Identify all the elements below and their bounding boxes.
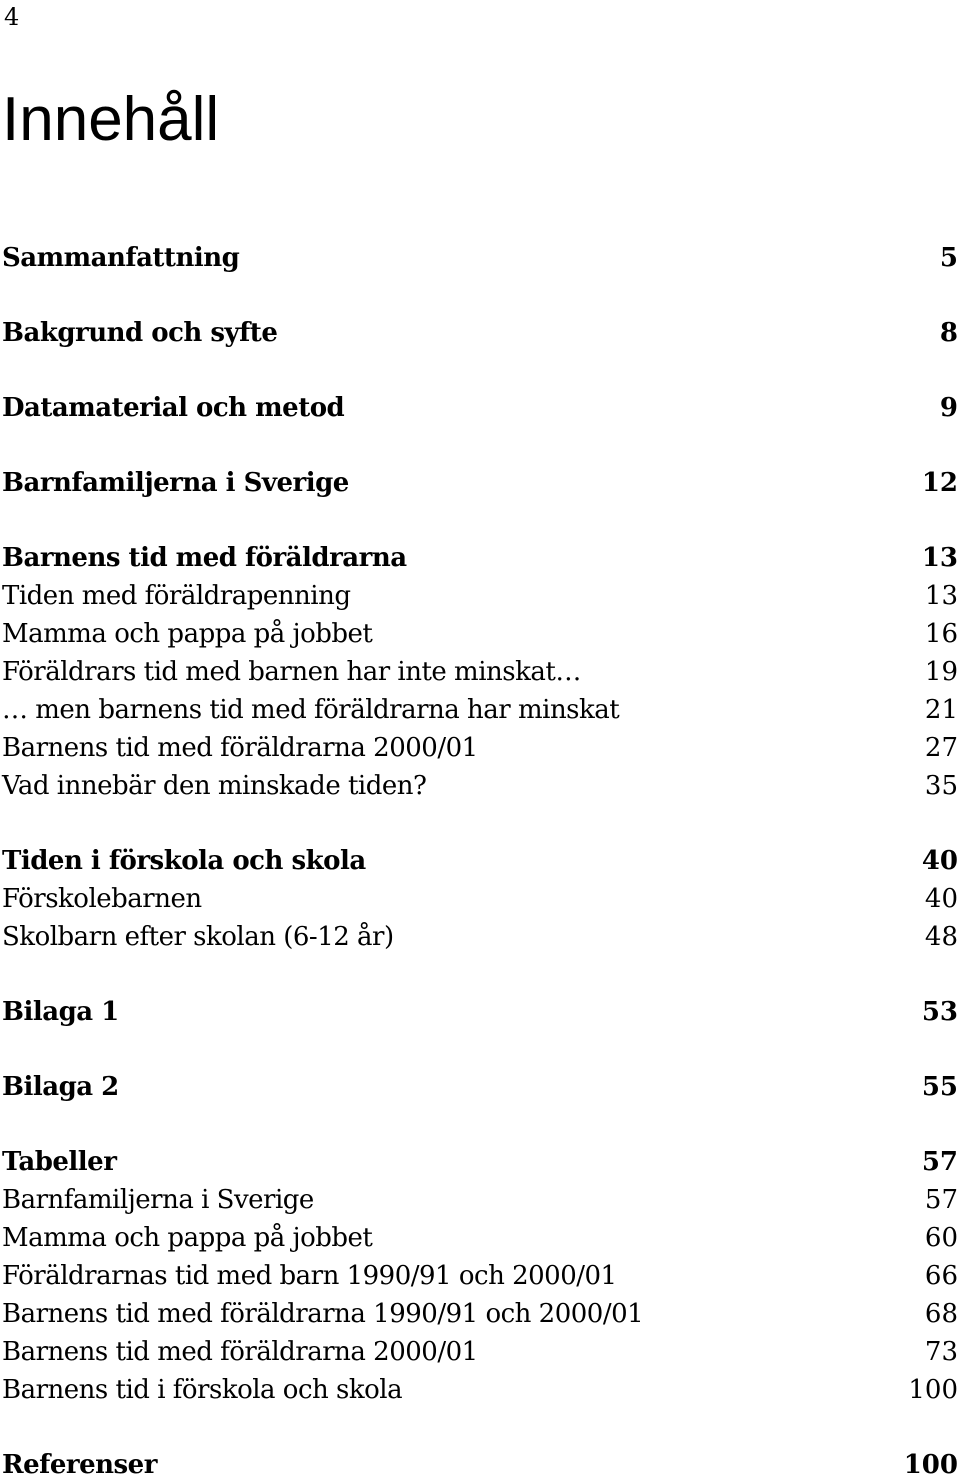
toc-entry-label: Förskolebarnen (2, 884, 202, 914)
toc-entry-label: Barnfamiljerna i Sverige (2, 468, 349, 498)
toc-entry-page-number: 57 (921, 1147, 958, 1177)
toc-entry-label: Datamaterial och metod (2, 393, 345, 423)
toc-entry-label: Barnens tid med föräldrarna 1990/91 och 2000/01 (2, 1299, 644, 1329)
toc-entry[interactable] (2, 918, 958, 956)
toc-entry-page-number: 27 (924, 733, 958, 763)
toc-entry[interactable] (2, 539, 958, 577)
page-title: Innehåll (2, 85, 220, 154)
page-number: 4 (4, 3, 20, 31)
toc-entry[interactable] (2, 653, 958, 691)
toc-entry[interactable] (2, 1446, 958, 1484)
toc-entry-page-number: 13 (921, 543, 958, 573)
toc-entry[interactable] (2, 239, 958, 277)
toc-entry[interactable] (2, 314, 958, 352)
toc-entry-page-number: 8 (939, 318, 958, 348)
toc-entry[interactable] (2, 729, 958, 767)
toc-entry[interactable] (2, 577, 958, 615)
toc-entry[interactable] (2, 993, 958, 1031)
toc-entry-page-number: 57 (924, 1185, 958, 1215)
toc-entry[interactable] (2, 1219, 958, 1257)
toc-entry-label: Sammanfattning (2, 243, 240, 273)
toc-entry-page-number: 5 (939, 243, 958, 273)
toc-entry-page-number: 68 (924, 1299, 958, 1329)
toc-entry[interactable] (2, 389, 958, 427)
toc-entry-page-number: 40 (921, 846, 958, 876)
toc-entry[interactable] (2, 1181, 958, 1219)
toc-entry-label: Barnens tid med föräldrarna 2000/01 (2, 1337, 478, 1367)
toc-entry[interactable] (2, 1295, 958, 1333)
table-of-contents (2, 239, 958, 1484)
toc-entry-page-number: 66 (924, 1261, 958, 1291)
toc-entry-label: Mamma och pappa på jobbet (2, 1223, 373, 1253)
toc-entry-label: Föräldrars tid med barnen har inte minskat… (2, 657, 581, 687)
toc-entry-page-number: 9 (939, 393, 958, 423)
toc-entry-label: Tiden i förskola och skola (2, 846, 366, 876)
toc-entry-label: Barnfamiljerna i Sverige (2, 1185, 314, 1215)
toc-entry-page-number: 12 (921, 468, 958, 498)
toc-entry[interactable] (2, 767, 958, 805)
toc-entry[interactable] (2, 1257, 958, 1295)
toc-entry[interactable] (2, 1143, 958, 1181)
toc-entry-page-number: 53 (921, 997, 958, 1027)
toc-entry-label: Skolbarn efter skolan (6-12 år) (2, 922, 394, 952)
toc-entry[interactable] (2, 880, 958, 918)
toc-entry-label: Vad innebär den minskade tiden? (2, 771, 427, 801)
toc-entry-label: Tabeller (2, 1147, 117, 1177)
toc-entry[interactable] (2, 842, 958, 880)
toc-entry-label: Barnens tid i förskola och skola (2, 1375, 403, 1405)
toc-entry-page-number: 100 (908, 1375, 958, 1405)
toc-entry-page-number: 16 (924, 619, 958, 649)
toc-entry[interactable] (2, 1333, 958, 1371)
toc-entry-page-number: 48 (924, 922, 958, 952)
toc-entry-label: Referenser (2, 1450, 157, 1480)
toc-entry-label: Bilaga 1 (2, 997, 119, 1027)
toc-entry-page-number: 73 (924, 1337, 958, 1367)
toc-entry-label: Bilaga 2 (2, 1072, 119, 1102)
toc-entry-page-number: 19 (924, 657, 958, 687)
toc-entry[interactable] (2, 1068, 958, 1106)
toc-entry[interactable] (2, 464, 958, 502)
toc-entry-page-number: 55 (921, 1072, 958, 1102)
toc-entry-label: Barnens tid med föräldrarna 2000/01 (2, 733, 478, 763)
toc-entry[interactable] (2, 1371, 958, 1409)
toc-entry-label: … men barnens tid med föräldrarna har minskat (2, 695, 620, 725)
toc-entry-label: Föräldrarnas tid med barn 1990/91 och 2000/01 (2, 1261, 617, 1291)
toc-entry-page-number: 21 (924, 695, 958, 725)
toc-entry-page-number: 100 (903, 1450, 958, 1480)
toc-entry-page-number: 13 (924, 581, 958, 611)
toc-entry[interactable] (2, 615, 958, 653)
toc-entry-label: Tiden med föräldrapenning (2, 581, 351, 611)
toc-entry-label: Bakgrund och syfte (2, 318, 278, 348)
toc-entry-page-number: 40 (924, 884, 958, 914)
toc-entry-page-number: 35 (924, 771, 958, 801)
toc-entry[interactable] (2, 691, 958, 729)
toc-entry-label: Mamma och pappa på jobbet (2, 619, 373, 649)
toc-entry-label: Barnens tid med föräldrarna (2, 543, 407, 573)
toc-entry-page-number: 60 (924, 1223, 958, 1253)
